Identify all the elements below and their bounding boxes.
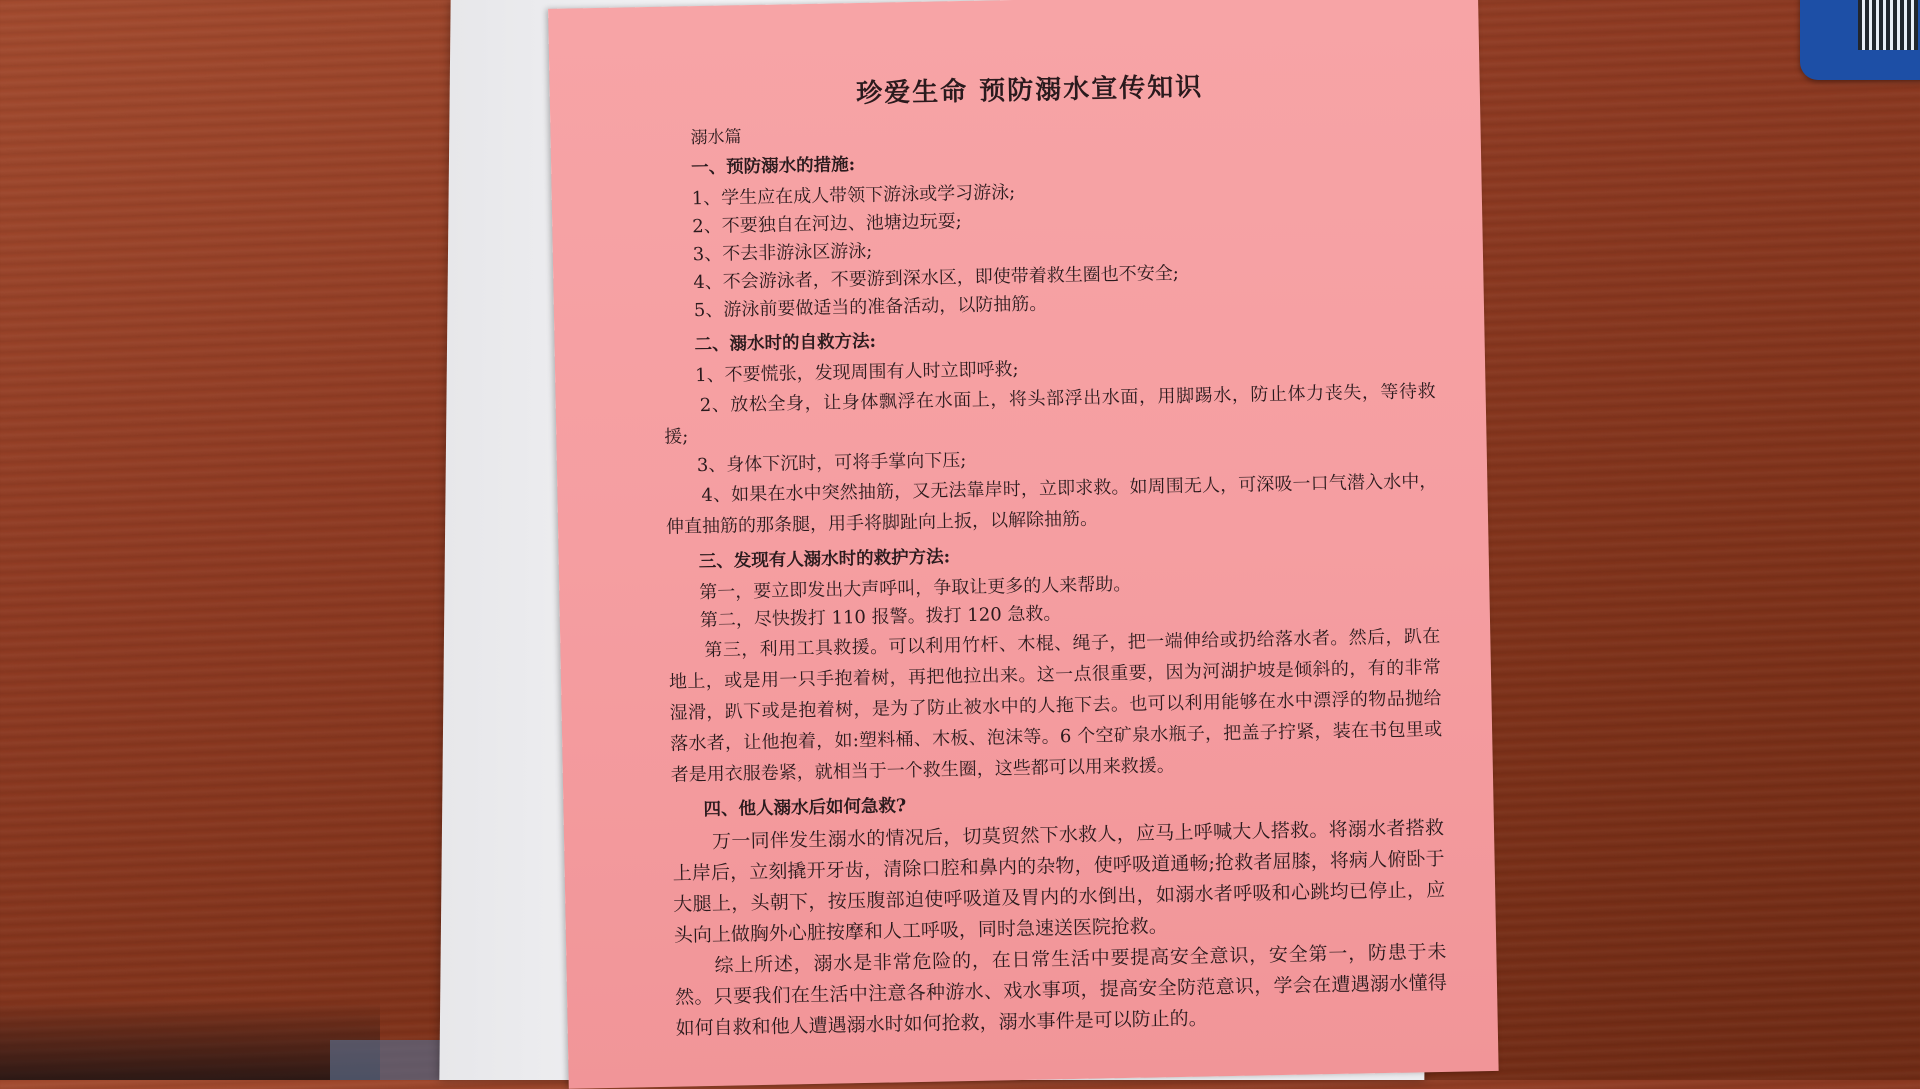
- document-title: 珍爱生命 预防溺水宣传知识: [855, 72, 1204, 110]
- floor-object: [330, 1040, 450, 1080]
- document-content: [589, 62, 1447, 1046]
- pink-paper-sheet: [548, 0, 1499, 1089]
- paragraph: 综上所述，溺水是非常危险的，在日常生活中要提高安全意识，安全第一，防患于未然。只要我们在生活中注意各种游水、戏水事项，提高安全防范意识，学会在遭遇溺水懂得如何自救和他人遭遇溺水时如何抢救，溺水事件是可以防止的。: [674, 940, 1448, 1040]
- desk-shadow: [0, 1000, 380, 1080]
- list-item: 3、不去非游泳区游泳;: [692, 240, 873, 266]
- list-item: 4、不会游泳者，不要游到深水区，即使带着救生圈也不安全;: [693, 262, 1179, 294]
- list-item: 第二，尽快拨打 110 报警。拨打 120 急救。: [699, 603, 1062, 632]
- list-item: 2、放松全身，让身体飘浮在水面上，将头部浮出水面，用脚踢水，防止体力丧失，等待救援;: [664, 380, 1436, 448]
- list-item: 1、不要慌张，发现周围有人时立即呼救;: [694, 358, 1019, 387]
- section-heading-2: 二、溺水时的自救方法:: [694, 331, 877, 356]
- list-item: 1、学生应在成人带领下游泳或学习游泳;: [691, 181, 1016, 210]
- list-item: 5、游泳前要做适当的准备活动，以防抽筋。: [693, 293, 1048, 322]
- section-heading-3: 三、发现有人溺水时的救护方法:: [698, 547, 951, 573]
- list-item: 2、不要独自在河边、池塘边玩耍;: [692, 211, 962, 238]
- section-label: 溺水篇: [690, 127, 742, 149]
- paragraph: 万一同伴发生溺水的情况后，切莫贸然下水救人，应马上呼喊大人搭救。将溺水者搭救上岸后，立刻撬开牙齿，清除口腔和鼻内的杂物，使呼吸道通畅;抢救者屈膝，将病人俯卧于大腿上，头朝下，按压腹部迫使呼吸道及胃内的水倒出，如溺水者呼吸和心跳均已停止，应头向上做胸外心脏按摩和人工呼吸，同时急速送医院抢救。: [672, 816, 1446, 947]
- list-item: 4、如果在水中突然抽筋，又无法靠岸时，立即求救。如周围无人，可深吸一口气潜入水中，伸直抽筋的那条腿，用手将脚趾向上扳，以解除抽筋。: [665, 470, 1438, 538]
- list-item: 3、身体下沉时，可将手掌向下压;: [696, 449, 967, 477]
- paragraph: 第三，利用工具救援。可以利用竹杆、木棍、绳子，把一端伸给或扔给落水者。然后，趴在地上，或是用一只手抱着树，再把他拉出来。这一点很重要，因为河湖护坡是倾斜的，有的非常湿滑，趴下或是抱着树，是为了防止被水中的人拖下去。也可以利用能够在水中漂浮的物品抛给落水者，让他抱着，如:塑料桶、木板、泡沫等。6 个空矿泉水瓶子，把盖子拧紧，装在书包里或者是用衣服卷紧，就相当于一个救生圈，这些都可以用来救援。: [668, 625, 1443, 786]
- list-item: 第一，要立即发出大声呼叫，争取让更多的人来帮助。: [699, 573, 1132, 604]
- qr-code-icon: [1858, 0, 1918, 50]
- section-heading-4: 四、他人溺水后如何急救?: [703, 796, 907, 821]
- section-heading-1: 一、预防溺水的措施:: [690, 155, 856, 179]
